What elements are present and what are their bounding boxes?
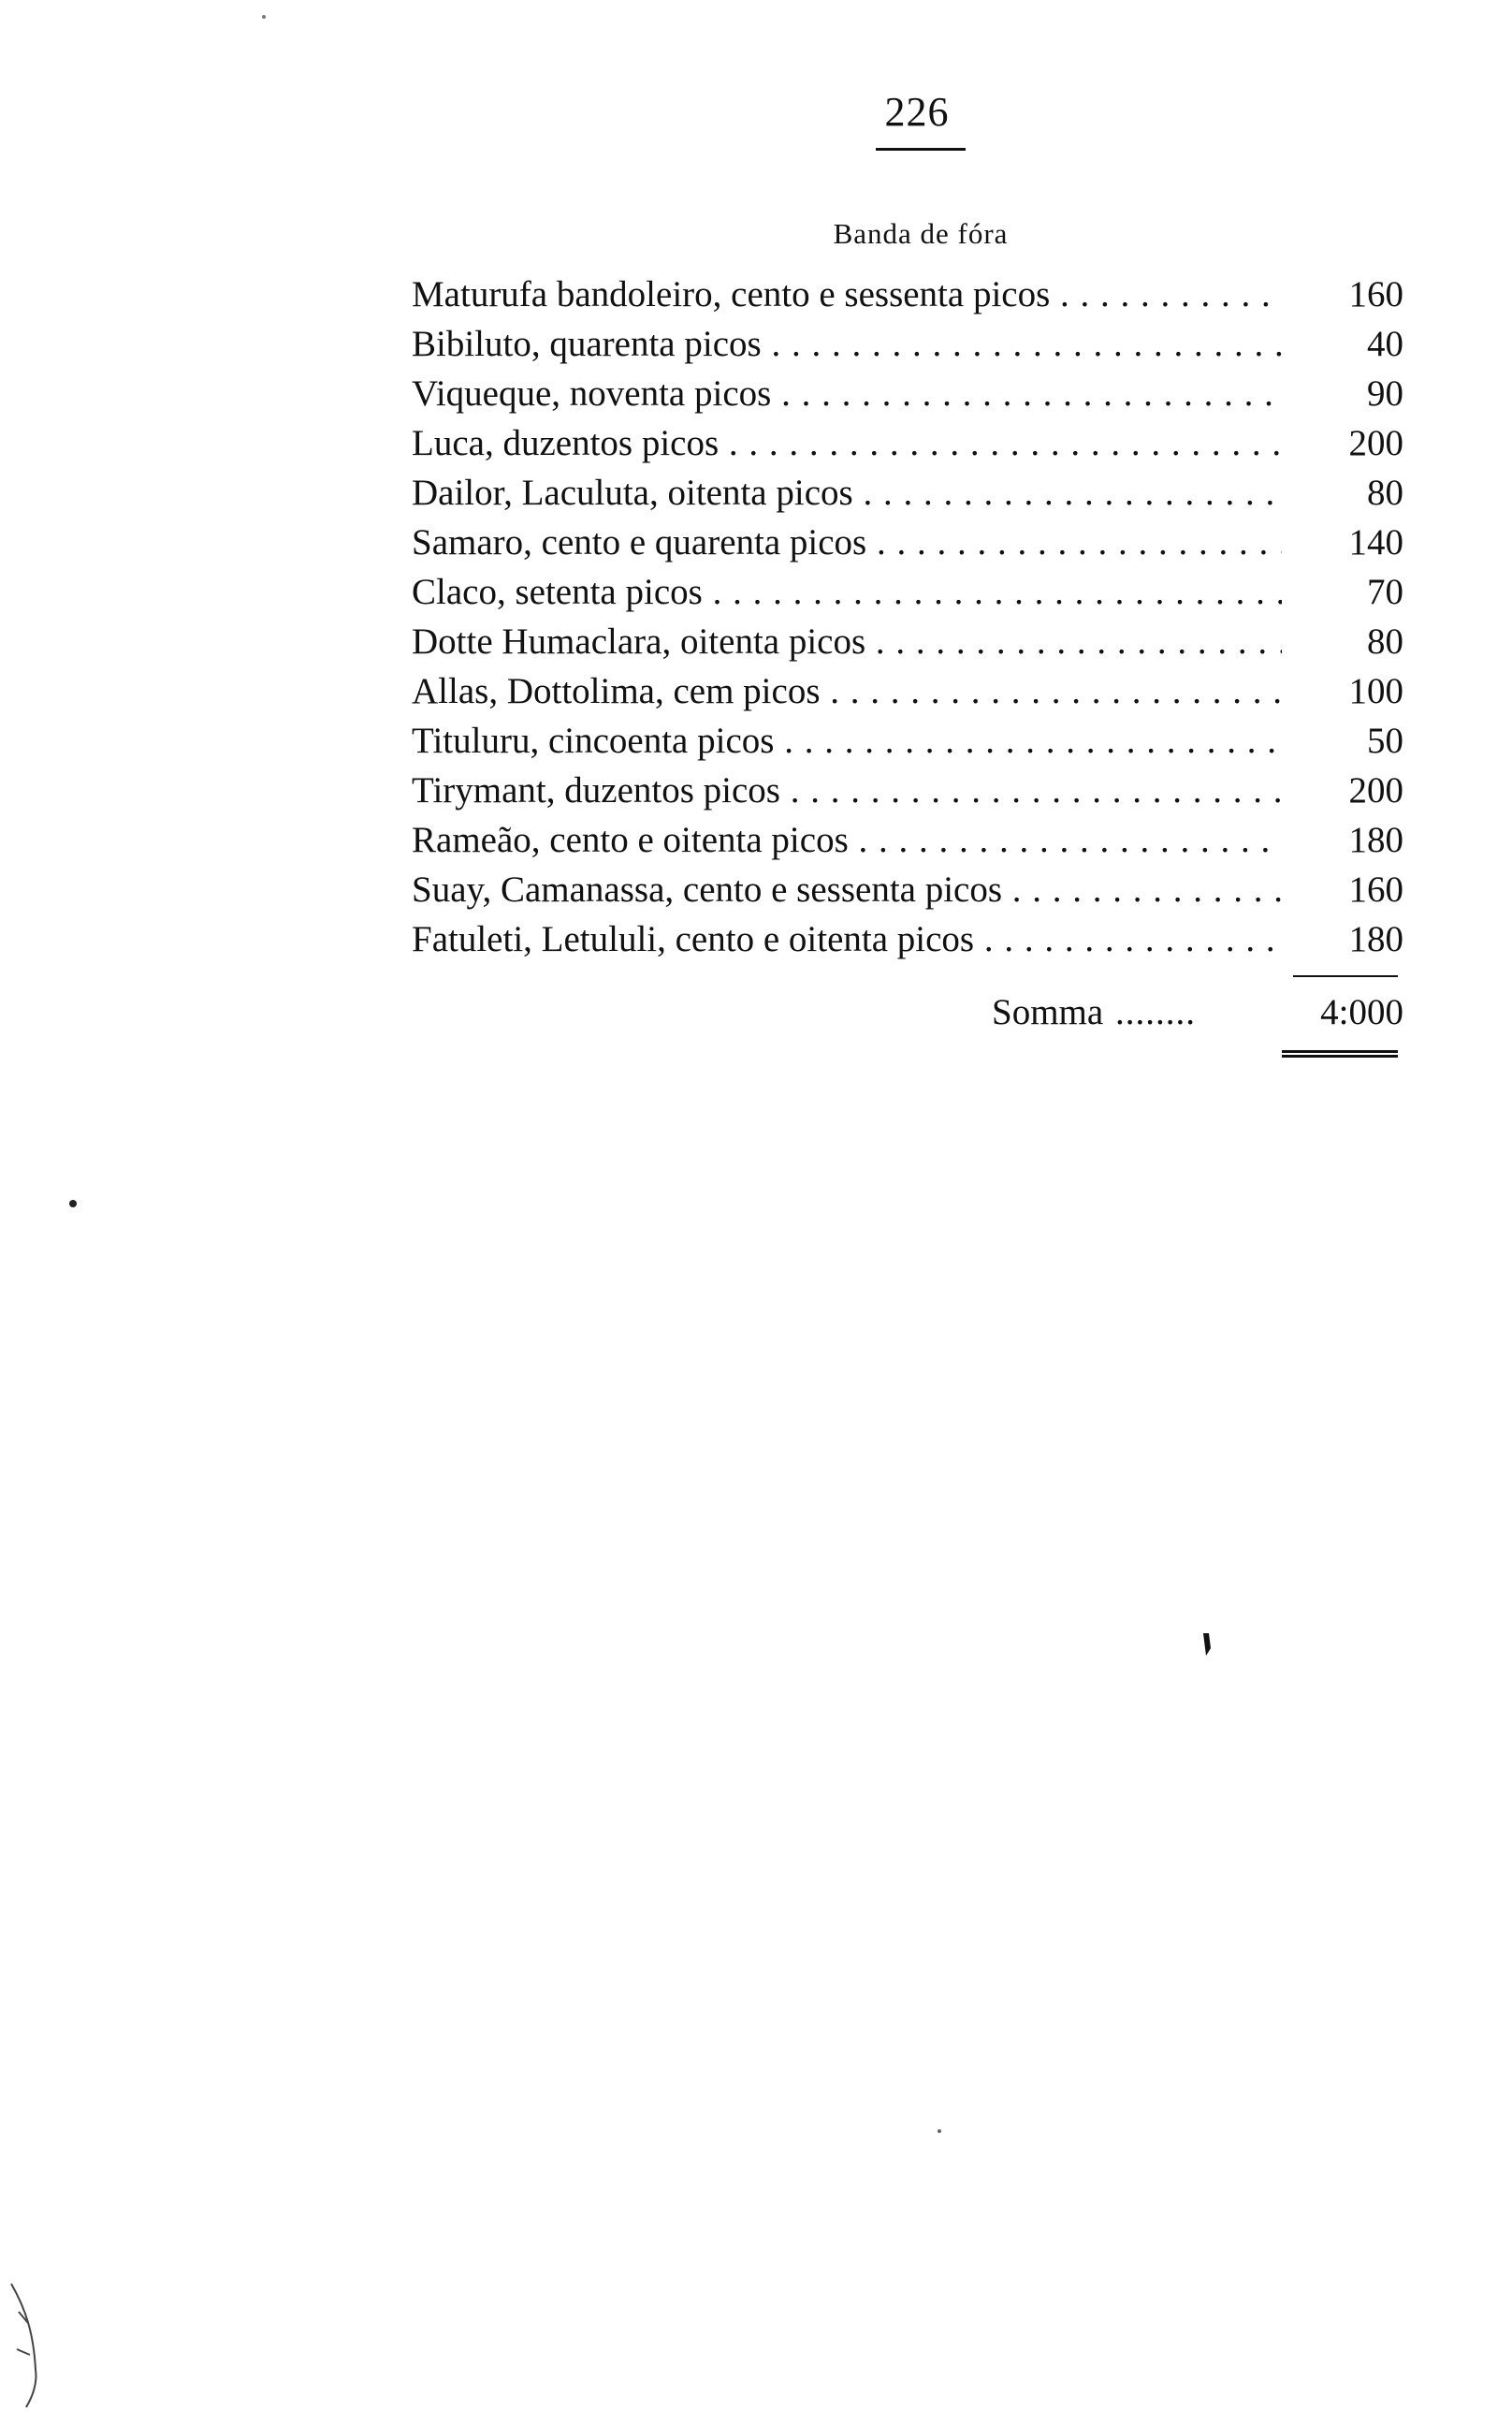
entry-label: Tirymant, duzentos picos . . .	[412, 766, 1282, 815]
speck	[262, 15, 266, 19]
total-row	[992, 986, 1403, 1039]
total-label: Somma	[992, 992, 1104, 1032]
list-item	[412, 815, 1403, 865]
total-double-rule	[1282, 1050, 1398, 1058]
speck	[938, 2129, 941, 2133]
entry-value: 160	[1348, 274, 1403, 314]
entry-label: Luca, duzentos picos . . .	[412, 418, 1282, 468]
entry-label: Claco, setenta picos . . .	[412, 567, 1282, 617]
entry-value: 100	[1348, 671, 1403, 711]
entry-value: 180	[1348, 820, 1403, 860]
page-edge-mark	[11, 2284, 36, 2407]
list-item	[412, 716, 1403, 766]
list-item	[412, 270, 1403, 319]
entry-label: Suay, Camanassa, cento e sessenta picos . . .	[412, 865, 1282, 914]
total-leader: ........	[1115, 992, 1196, 1032]
totals-rule	[1293, 975, 1398, 977]
speck	[69, 1200, 77, 1207]
page-number-rule	[876, 148, 966, 151]
entry-list	[412, 270, 1403, 964]
speck	[1203, 1633, 1211, 1656]
entry-label: Dotte Humaclara, oitenta picos . . .	[412, 617, 1282, 666]
entry-value: 80	[1367, 621, 1403, 662]
list-item	[412, 617, 1403, 666]
total-value: 4:000	[1320, 992, 1403, 1032]
entry-label: Maturufa bandoleiro, cento e sessenta picos . . .	[412, 270, 1282, 319]
entry-label: Tituluru, cincoenta picos . . .	[412, 716, 1282, 766]
list-item	[412, 468, 1403, 518]
list-item	[412, 369, 1403, 418]
entry-label: Allas, Dottolima, cem picos . . .	[412, 666, 1282, 716]
page-number: 226	[884, 89, 950, 135]
entry-label: Fatuleti, Letululi, cento e oitenta picos . . .	[412, 914, 1282, 964]
entry-value: 200	[1348, 770, 1403, 811]
list-item	[412, 518, 1403, 567]
entry-value: 40	[1367, 324, 1403, 364]
entry-label: Viqueque, noventa picos . . .	[412, 369, 1282, 418]
list-item	[412, 418, 1403, 468]
entry-value: 200	[1348, 423, 1403, 463]
entry-label: Samaro, cento e quarenta picos . . .	[412, 518, 1282, 567]
entry-label: Bibiluto, quarenta picos . . .	[412, 319, 1282, 369]
entry-label: Dailor, Laculuta, oitenta picos . . .	[412, 468, 1282, 518]
entry-value: 80	[1367, 473, 1403, 513]
entry-value: 50	[1367, 721, 1403, 761]
list-item	[412, 865, 1403, 914]
entry-value: 160	[1348, 869, 1403, 910]
list-item	[412, 319, 1403, 369]
entry-value: 180	[1348, 919, 1403, 959]
list-item	[412, 666, 1403, 716]
entry-value: 140	[1348, 522, 1403, 563]
list-item	[412, 766, 1403, 815]
entry-value: 90	[1367, 373, 1403, 414]
entry-label: Rameão, cento e oitenta picos . . .	[412, 815, 1282, 865]
list-item	[412, 914, 1403, 964]
entry-value: 70	[1367, 572, 1403, 612]
section-heading: Banda de fóra	[833, 217, 1009, 250]
list-item	[412, 567, 1403, 617]
